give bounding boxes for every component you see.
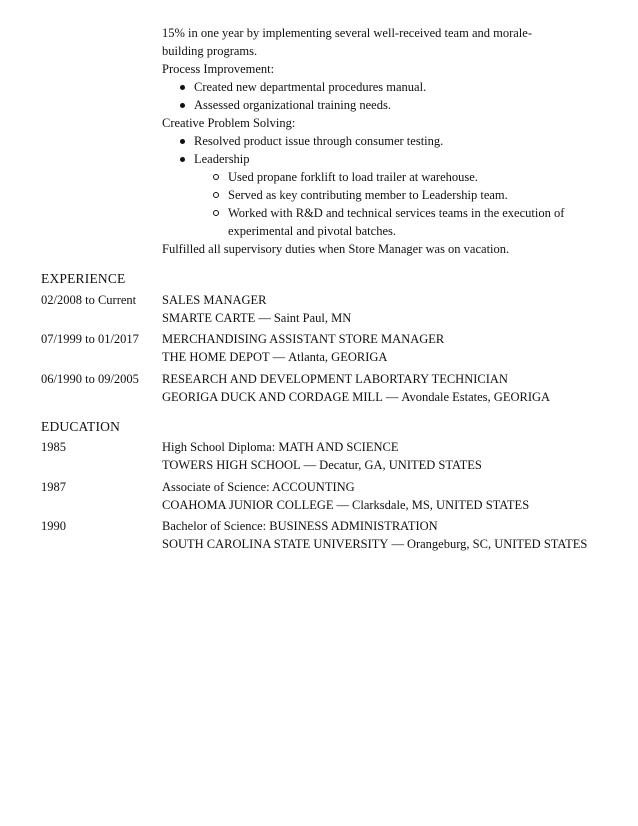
list-item: Served as key contributing member to Leadership team. [228,186,602,204]
school-location: Orangeburg, SC, UNITED STATES [406,537,588,551]
list-item: Leadership Used propane forklift to load trailer at warehouse. Served as key contributing member to Leadership team. Worked with R&D and technical services teams in the execution of experimental and pivotal batches. [194,150,602,240]
job-dates: 02/2008 to Current [41,293,137,307]
education-details [162,478,612,514]
circle-bullet-icon [213,192,219,198]
separator: — [385,390,399,404]
job-dates: 07/1999 to 01/2017 [41,332,139,346]
separator: — [391,537,404,551]
job-details [162,370,612,406]
previous-job-description [162,24,602,258]
bullet-icon [180,103,185,108]
bullet-icon [180,157,185,162]
separator: — [336,498,350,512]
list-item: Resolved product issue through consumer testing. [194,132,602,150]
education-heading: EDUCATION [41,419,121,434]
school-location: Clarksdale, MS, UNITED STATES [352,498,530,512]
job-employer-line [162,388,612,406]
job-details [162,291,612,327]
creative-heading: Creative Problem Solving: [162,116,296,130]
school-name: COAHOMA JUNIOR COLLEGE [162,498,334,512]
creative-list [162,132,602,240]
school-line [162,535,612,553]
job-title: MERCHANDISING ASSISTANT STORE MANAGER [162,332,445,346]
list-item: Created new departmental procedures manual. [194,78,602,96]
education-details [162,517,612,553]
process-heading: Process Improvement: [162,62,275,76]
job-title: RESEARCH AND DEVELOPMENT LABORTARY TECHNICIAN [162,372,508,386]
school-line [162,456,612,474]
degree: High School Diploma: MATH AND SCIENCE [162,440,399,454]
education-year: 1990 [41,519,66,533]
school-name: SOUTH CAROLINA STATE UNIVERSITY [162,537,389,551]
job-dates: 06/1990 to 09/2005 [41,372,139,386]
bullet-icon [180,139,185,144]
job-location: Avondale Estates, GEORIGA [401,390,551,404]
intro-line-1: 15% in one year by implementing several well-received team and morale- [162,26,532,40]
intro-line-2: building programs. [162,44,258,58]
job-title: SALES MANAGER [162,293,267,307]
education-year: 1985 [41,440,66,454]
employer-name: GEORIGA DUCK AND CORDAGE MILL [162,390,383,404]
list-item: Used propane forklift to load trailer at warehouse. [228,168,602,186]
job-location: Atlanta, GEORIGA [288,350,388,364]
employer-name: THE HOME DEPOT [162,350,270,364]
job-employer-line [162,348,612,366]
separator: — [258,311,271,325]
degree: Bachelor of Science: BUSINESS ADMINISTRATION [162,519,438,533]
process-list [162,78,602,114]
job-location: Saint Paul, MN [273,311,352,325]
school-line [162,496,612,514]
school-location: Decatur, GA, UNITED STATES [319,458,482,472]
list-item: Worked with R&D and technical services teams in the execution of experimental and pivotal batches. [228,204,602,240]
closing-line: Fulfilled all supervisory duties when Store Manager was on vacation. [162,242,510,256]
employer-name: SMARTE CARTE [162,311,256,325]
list-item: Assessed organizational training needs. [194,96,602,114]
leadership-list [194,168,602,240]
education-details [162,438,612,474]
separator: — [272,350,286,364]
bullet-icon [180,85,185,90]
degree: Associate of Science: ACCOUNTING [162,480,355,494]
circle-bullet-icon [213,210,219,216]
school-name: TOWERS HIGH SCHOOL [162,458,301,472]
experience-heading: EXPERIENCE [41,271,126,286]
education-year: 1987 [41,480,66,494]
circle-bullet-icon [213,174,219,180]
job-details [162,330,612,366]
job-employer-line [162,309,612,327]
separator: — [303,458,317,472]
